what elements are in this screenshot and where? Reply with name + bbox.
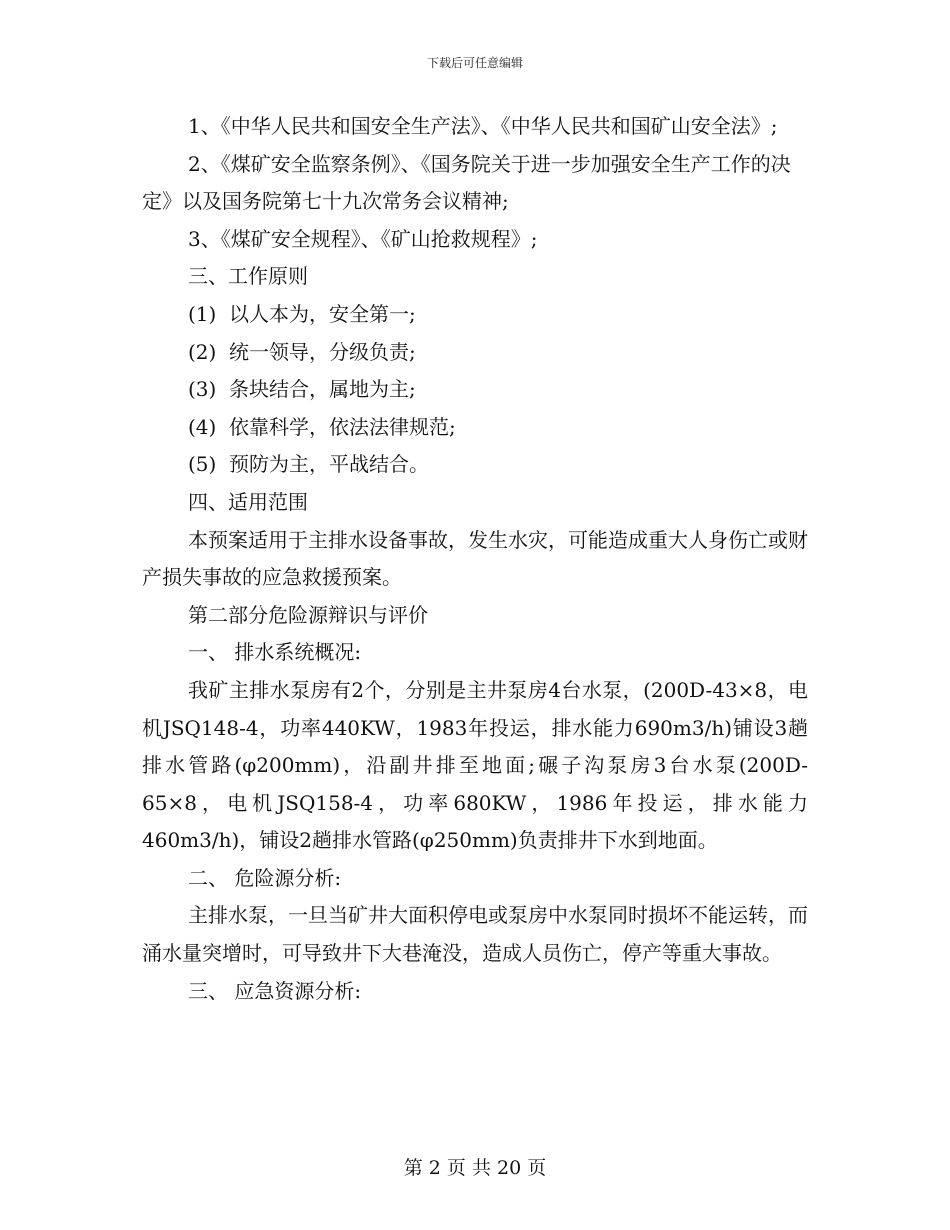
section-heading-principles: 三、工作原则: [188, 264, 308, 289]
paragraph-hazard-analysis: 主排水泵，一旦当矿井大面积停电或泵房中水泵同时损坏不能运转，而涌水量突增时，可导致井下大巷淹没，造成人员伤亡，停产等重大事故。: [142, 903, 808, 966]
principle-item-3: (3) 条块结合，属地为主;: [188, 377, 416, 402]
page-footer: 第 2 页 共 20 页: [403, 1157, 547, 1179]
principle-item-2: (2) 统一领导，分级负责;: [188, 339, 416, 364]
paragraph-law-1: 1、《中华人民共和国安全生产法》、《中华人民共和国矿山安全法》;: [188, 114, 778, 138]
paragraph-law-3: 3、《煤矿安全规程》、《矿山抢救规程》;: [188, 226, 538, 251]
section-heading-resources: 三、 应急资源分析:: [188, 978, 362, 1003]
document-body: [142, 108, 808, 1010]
page-header-note: 下载后可任意编辑: [426, 56, 523, 70]
principle-item-5: (5) 预防为主，平战结合。: [188, 452, 430, 477]
section-heading-hazard-analysis: 二、 危险源分析:: [188, 865, 342, 890]
paragraph-law-2: 2、《煤矿安全监察条例》、《国务院关于进一步加强安全生产工作的决定》以及国务院第七十九次常务会议精神;: [142, 151, 791, 214]
section-heading-drainage-overview: 一、 排水系统概况:: [188, 640, 362, 665]
section-heading-scope: 四、适用范围: [188, 489, 308, 514]
principle-item-4: (4) 依靠科学，依法法律规范;: [188, 414, 456, 439]
principle-item-1: (1) 以人本为，安全第一;: [188, 301, 416, 326]
part-heading-hazard: 第二部分危险源辩识与评价: [188, 602, 428, 627]
paragraph-drainage-overview: 我矿主排水泵房有2个，分别是主井泵房4台水泵，(200D-43×8，电机JSQ148-4，功率440KW，1983年投运，排水能力690m3/h)铺设3趟排水管路(φ200mm)，沿副井排至地面;碾子沟泵房3台水泵(200D-65×8，电机JSQ158-4，功率680KW，1986年投运，排水能力460m3/h)，铺设2趟排水管路(φ250mm)负责排井下水到地面。: [142, 677, 808, 853]
paragraph-scope: 本预案适用于主排水设备事故，发生水灾，可能造成重大人身伤亡或财产损失事故的应急救援预案。: [142, 527, 808, 590]
